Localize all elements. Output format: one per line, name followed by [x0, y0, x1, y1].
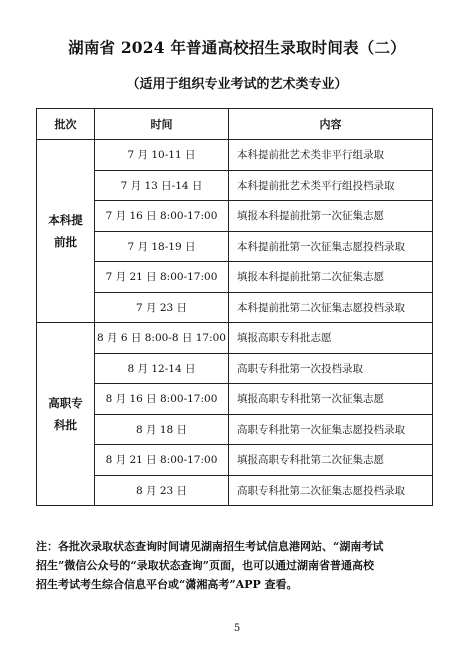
time-cell: 7 月 13 日-14 日: [95, 170, 229, 201]
time-cell: 8 月 6 日 8:00-8 日 17:00: [95, 323, 229, 354]
table-row: [37, 323, 433, 354]
content-cell: 填报高职专科批第一次征集志愿: [229, 384, 433, 415]
batch-cell-undergrad-early: [37, 140, 95, 323]
footnote-line: 注：各批次录取状态查询时间请见湖南招生考试信息港网站、“湖南考试: [36, 540, 384, 553]
content-cell: 高职专科批第一次投档录取: [229, 353, 433, 384]
table-row: [37, 170, 433, 201]
table-row: [37, 292, 433, 323]
time-cell: 8 月 21 日 8:00-17:00: [95, 445, 229, 476]
table-row: [37, 445, 433, 476]
time-cell: 7 月 21 日 8:00-17:00: [95, 262, 229, 293]
table-row: [37, 475, 433, 506]
content-cell: 高职专科批第一次征集志愿投档录取: [229, 414, 433, 445]
table-row: [37, 201, 433, 232]
batch-label-line: 本科提: [48, 213, 83, 227]
header-time: 时间: [95, 109, 229, 140]
footnote-line: 招生”微信公众号的“录取状态查询”页面，也可以通过湖南省普通高校: [36, 559, 374, 572]
content-cell: 填报本科提前批第二次征集志愿: [229, 262, 433, 293]
content-cell: 本科提前批第一次征集志愿投档录取: [229, 231, 433, 262]
table-row: [37, 353, 433, 384]
content-cell: 高职专科批第二次征集志愿投档录取: [229, 475, 433, 506]
table-row: [37, 414, 433, 445]
time-cell: 7 月 10-11 日: [95, 140, 229, 171]
content-cell: 填报本科提前批第一次征集志愿: [229, 201, 433, 232]
batch-label-line: 科批: [54, 418, 77, 432]
time-cell: 8 月 16 日 8:00-17:00: [95, 384, 229, 415]
page-number: 5: [233, 623, 241, 634]
time-cell: 8 月 12-14 日: [95, 353, 229, 384]
content-cell: 本科提前批第二次征集志愿投档录取: [229, 292, 433, 323]
page-subtitle: （适用于组织专业考试的艺术类专业）: [126, 77, 348, 92]
schedule-table: [36, 108, 433, 506]
page-title: 湖南省 2024 年普通高校招生录取时间表（二）: [68, 38, 406, 57]
header-content: 内容: [229, 109, 433, 140]
table-row: [37, 140, 433, 171]
content-cell: 本科提前批艺术类非平行组录取: [229, 140, 433, 171]
content-cell: 填报高职专科批志愿: [229, 323, 433, 354]
batch-label-line: 高职专: [48, 396, 83, 410]
table-row: [37, 231, 433, 262]
footnote: [36, 537, 436, 594]
footnote-line: 招生考试考生综合信息平台或“潇湘高考”APP 查看。: [36, 578, 298, 591]
time-cell: 7 月 16 日 8:00-17:00: [95, 201, 229, 232]
table-header-row: [37, 109, 433, 140]
batch-cell-vocational: [37, 323, 95, 506]
time-cell: 7 月 18-19 日: [95, 231, 229, 262]
time-cell: 8 月 18 日: [95, 414, 229, 445]
time-cell: 7 月 23 日: [95, 292, 229, 323]
content-cell: 本科提前批艺术类平行组投档录取: [229, 170, 433, 201]
table-row: [37, 262, 433, 293]
batch-label-line: 前批: [54, 235, 77, 249]
header-batch: 批次: [37, 109, 95, 140]
content-cell: 填报高职专科批第二次征集志愿: [229, 445, 433, 476]
time-cell: 8 月 23 日: [95, 475, 229, 506]
table-row: [37, 384, 433, 415]
